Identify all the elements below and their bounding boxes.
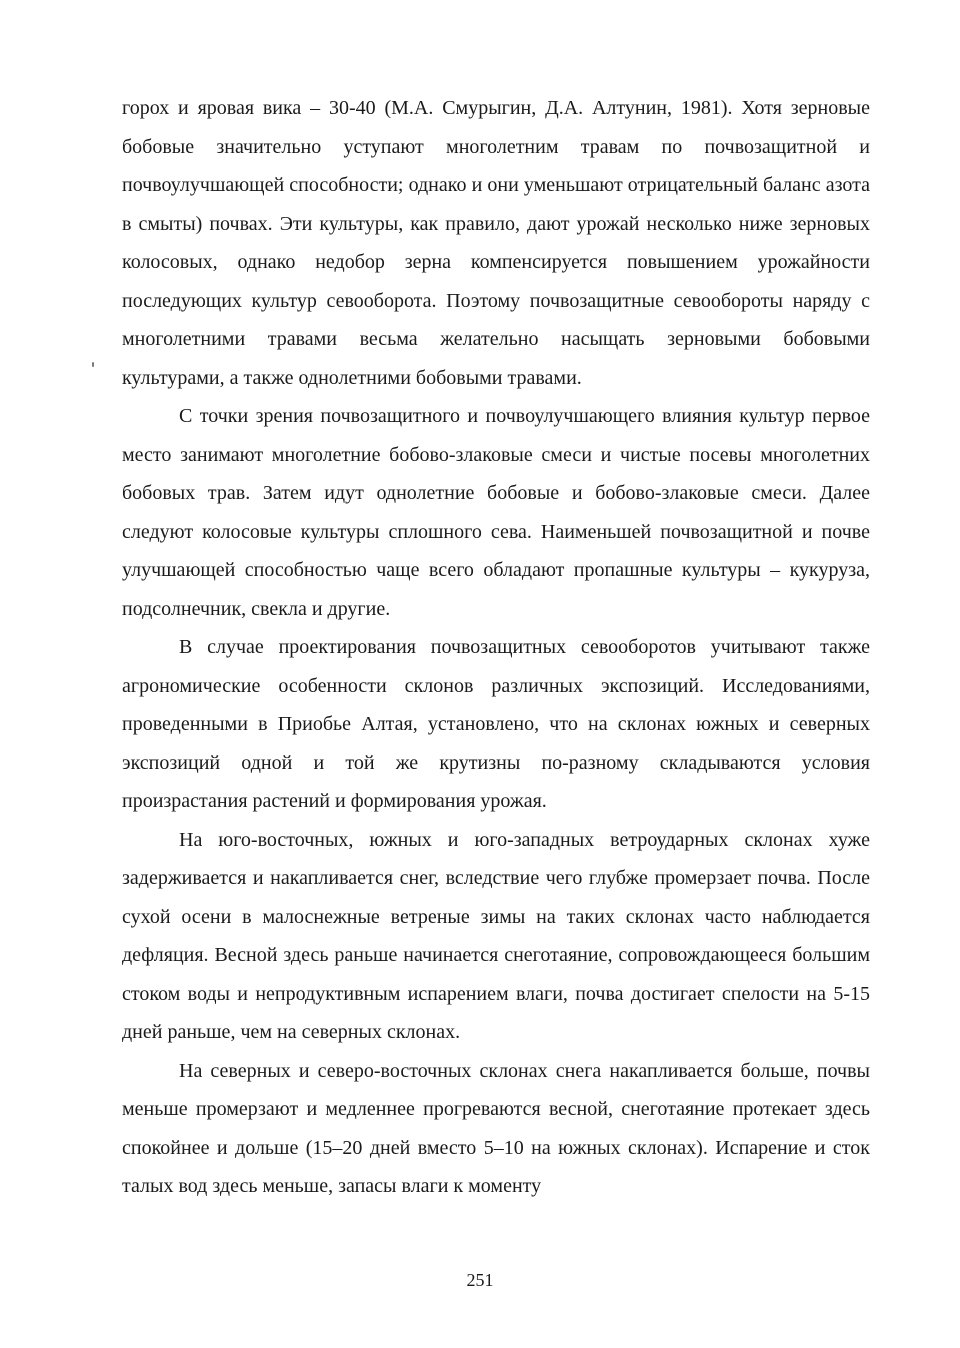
page-number: 251 <box>466 1270 494 1290</box>
paragraph-3: В случае проектирования почвозащитных севооборотов учитывают также агрономические особенности склонов различных экспозиций. Исследованиями, проведенными в Приобье Алтая, установлено, что на склонах южных и северных экспозиций одной и той же крутизны по-разному складываются условия произрастания растений и формирования урожая. <box>122 636 870 812</box>
body-text <box>122 89 870 1206</box>
paragraph-4: На юго-восточных, южных и юго-западных ветроударных склонах хуже задерживается и накапливается снег, вследствие чего глубже промерзает почва. После сухой осени в малоснежные ветреные зимы на таких склонах часто наблюдается дефляция. Весной здесь раньше начинается снеготаяние, сопровождающееся большим стоком воды и непродуктивным испарением влаги, почва достигает спелости на 5-15 дней раньше, чем на северных склонах. <box>122 828 870 1043</box>
paragraph-1: горох и яровая вика – 30-40 (М.А. Смурыгин, Д.А. Алтунин, 1981). Хотя зерновые бобовые значительно уступают многолетним травам по почвозащитной и почвоулучшающей способности; однако и они уменьшают отрицательный баланс азота в смыты) почвах. Эти культуры, как правило, дают урожай несколько ниже зерновых колосовых, однако недобор зерна компенсируется повышением урожайности последующих культур севооборота. Поэтому почвозащитные севообороты наряду с многолетними травами весьма желательно насыщать зерновыми бобовыми культурами, а также однолетними бобовыми травами. <box>122 97 870 389</box>
paragraph-5: На северных и северо-восточных склонах снега накапливается больше, почвы меньше промерзают и медленнее прогреваются весной, снеготаяние протекает здесь спокойнее и дольше (15–20 дней вместо 5–10 на южных склонах). Испарение и сток талых вод здесь меньше, запасы влаги к моменту <box>122 1059 870 1197</box>
paragraph-2: С точки зрения почвозащитного и почвоулучшающего влияния культур первое место занимают многолетние бобово-злаковые смеси и чистые посевы многолетних бобовых трав. Затем идут однолетние бобовые и бобово-злаковые смеси. Далее следуют колосовые культуры сплошного сева. Наименьшей почвозащитной и почве улучшающей способностью чаще всего обладают пропашные культуры – кукуруза, подсолнечник, свекла и другие. <box>122 405 870 620</box>
scan-speck <box>92 362 94 367</box>
